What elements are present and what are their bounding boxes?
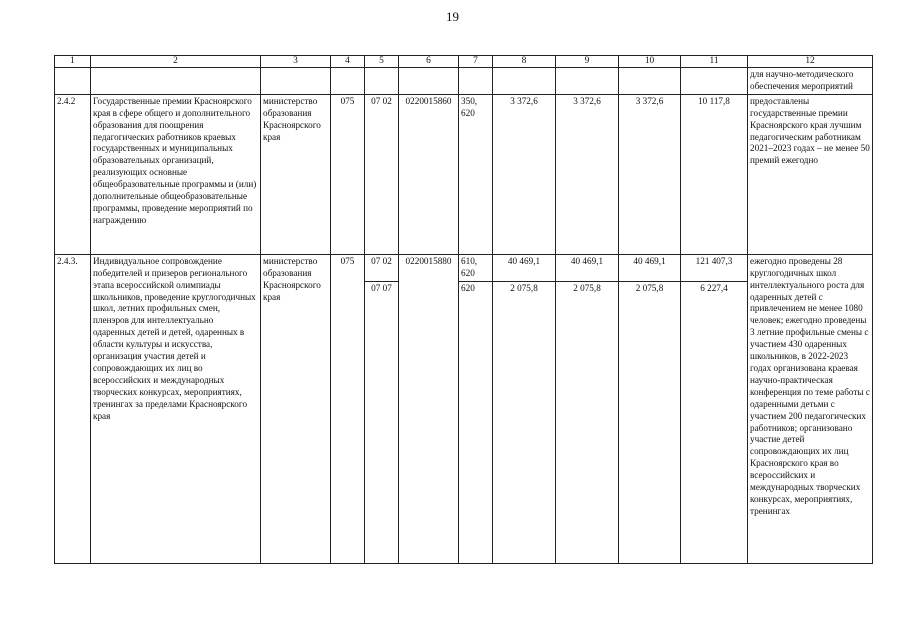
amount-2023: 3 372,6 [619,94,681,254]
amount-total: 121 407,3 [695,255,733,266]
vr-cell [459,254,493,563]
table-row-2-4-2 [55,94,873,254]
page-number: 19 [446,9,459,24]
csr-code: 0220015860 [399,94,459,254]
result-cell: предоставлены государственные премии Красноярского края лучшим педагогическим работникам 2021–2023 годах – не менее 50 премий ежегодно [748,94,873,254]
row-number: 2.4.3. [55,254,91,563]
header-cell: 1 [55,56,91,68]
grbs-code: 075 [331,94,365,254]
csr-code: 0220015880 [399,254,459,563]
result-cell: для научно-методического обеспечения мероприятий [748,68,873,95]
ministry-name: министерство образования Красноярского края [261,254,331,563]
result-cell: ежегодно проведены 28 круглогодичных школ интеллектуального роста для одаренных детей с привлечением не менее 1080 человек; ежегодно проведены 3 летние профильные смены с участием 430 одаренных школьников, в 2022-2023 годах организована краевая научно-практическая конференция по теме работы с одаренными детьми с участием 200 педагогических работников; организовано участие детей сопровождающих их лиц Красноярского края во всероссийских и международных творческих конкурсах, мероприятиях, тренингах [748,254,873,563]
header-cell: 12 [748,56,873,68]
rzpr-cell [365,254,399,563]
amount-2021: 3 372,6 [493,94,556,254]
table-row-2-4-3 [55,254,873,563]
amount-2021: 2 075,8 [493,281,555,295]
header-cell: 6 [399,56,459,68]
header-row [55,56,873,68]
header-cell: 5 [365,56,399,68]
amount-2022: 3 372,6 [556,94,619,254]
amount-2023-cell [619,254,681,563]
header-cell: 4 [331,56,365,68]
amount-2022-cell [556,254,619,563]
grbs-code: 075 [331,254,365,563]
amount-2023: 2 075,8 [619,281,680,295]
amount-total: 10 117,8 [681,94,748,254]
continuation-row [55,68,873,95]
vr-code: 350, 620 [459,94,493,254]
amount-2022: 40 469,1 [570,255,604,266]
activity-name: Индивидуальное сопровождение победителей и призеров регионального этапа всероссийской олимпиады школьников, проведение круглогодичных школ, летних профильных смен, пленэров для интеллектуально одаренных детей и детей, одаренных в области культуры и искусства, организация участия детей и сопровождающих их лиц во всероссийских и международных творческих конкурсах, мероприятиях, тренингах за пределами Красноярского края [91,254,261,563]
ministry-name: министерство образования Красноярского края [261,94,331,254]
amount-2021-cell [493,254,556,563]
row-number: 2.4.2 [55,94,91,254]
header-cell: 9 [556,56,619,68]
amount-total: 6 227,4 [681,281,747,295]
vr-code: 610, 620 [461,255,478,278]
rzpr-code: 07 02 [365,94,399,254]
header-cell: 2 [91,56,261,68]
amount-2021: 40 469,1 [507,255,541,266]
amount-2022: 2 075,8 [556,281,618,295]
activity-name: Государственные премии Красноярского края в сфере общего и дополнительного образования для поощрения педагогических работников краевых государственных и муниципальных образовательных организаций, реализующих основные общеобразовательные программы и (или) дополнительные общеобразовательные программы, проведение мероприятий по награждению [91,94,261,254]
header-cell: 3 [261,56,331,68]
header-cell: 7 [459,56,493,68]
header-cell: 10 [619,56,681,68]
header-cell: 8 [493,56,556,68]
header-cell: 11 [681,56,748,68]
amount-2023: 40 469,1 [633,255,666,266]
rzpr-code: 07 07 [365,281,398,295]
rzpr-code: 07 02 [371,255,392,266]
vr-code: 620 [459,281,492,295]
amount-total-cell [681,254,748,563]
program-table [54,55,873,564]
